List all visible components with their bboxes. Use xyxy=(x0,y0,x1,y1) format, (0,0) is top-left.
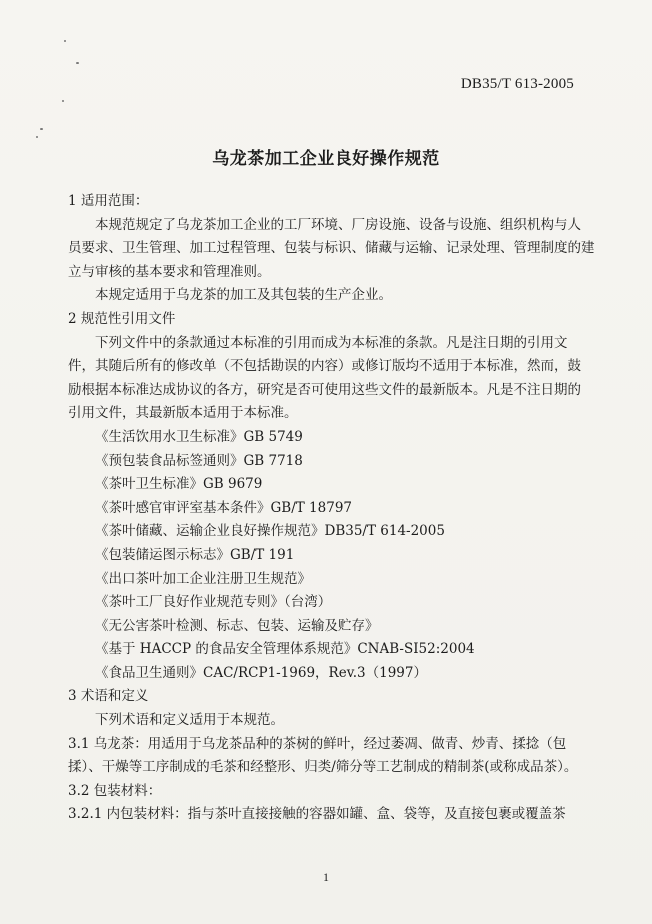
reference-item: 《出口茶叶加工企业注册卫生规范》 xyxy=(95,570,311,587)
reference-item: 《预包装食品标签通则》GB 7718 xyxy=(95,452,303,469)
body-line: 本规范规定了乌龙茶加工企业的工厂环境、厂房设施、设备与设施、组织机构与人 xyxy=(95,216,581,233)
section-heading: 3 术语和定义 xyxy=(68,688,149,705)
body-line: 本规定适用于乌龙茶的加工及其包装的生产企业。 xyxy=(95,287,392,304)
scan-speck xyxy=(76,62,79,64)
reference-item: 《无公害茶叶检测、标志、包装、运输及贮存》 xyxy=(95,617,379,634)
scan-speck xyxy=(40,128,43,130)
body-line: 励根据本标准达成协议的各方，研究是否可使用这些文件的最新版本。凡是不注日期的 xyxy=(68,381,581,398)
scan-speck xyxy=(36,136,38,138)
scan-speck xyxy=(62,100,64,102)
document-body xyxy=(68,190,595,827)
scan-speck xyxy=(64,40,66,42)
body-line: 员要求、卫生管理、加工过程管理、包装与标识、储藏与运输、记录处理、管理制度的建 xyxy=(68,240,595,257)
reference-item: 《食品卫生通则》CAC/RCP1-1969，Rev.3（1997） xyxy=(95,664,427,681)
body-line: 3.2.1 内包装材料：指与茶叶直接接触的容器如罐、盒、袋等，及直接包裹或覆盖茶 xyxy=(68,806,566,823)
body-line: 下列文件中的条款通过本标准的引用而成为本标准的条款。凡是注日期的引用文 xyxy=(95,334,568,351)
reference-item: 《包装储运图示标志》GB/T 191 xyxy=(95,546,295,563)
section-heading: 2 规范性引用文件 xyxy=(68,310,176,327)
body-line: 3.1 乌龙茶：用适用于乌龙茶品种的茶树的鲜叶，经过萎凋、做青、炒青、揉捻（包 xyxy=(68,735,567,752)
body-line: 下列术语和定义适用于本规范。 xyxy=(95,712,284,729)
reference-item: 《基于 HACCP 的食品安全管理体系规范》CNAB-SI52:2004 xyxy=(95,641,475,658)
body-line: 引用文件，其最新版本适用于本标准。 xyxy=(68,405,298,422)
section-heading: 1 适用范围： xyxy=(68,193,149,209)
document-title: 乌龙茶加工企业良好操作规范 xyxy=(212,149,440,169)
page-number: 1 xyxy=(323,870,329,884)
body-line: 3.2 包装材料： xyxy=(68,782,162,799)
reference-item: 《茶叶储藏、运输企业良好操作规范》DB35/T 614-2005 xyxy=(95,523,445,540)
reference-item: 《茶叶感官审评室基本条件》GB/T 18797 xyxy=(95,499,352,516)
body-line: 立与审核的基本要求和管理准则。 xyxy=(68,263,271,280)
body-line: 揉）、干燥等工序制成的毛茶和经整形、归类/筛分等工艺制成的精制茶(或称成品茶）。 xyxy=(68,759,578,776)
reference-item: 《茶叶卫生标准》GB 9679 xyxy=(95,476,263,493)
reference-item: 《茶叶工厂良好作业规范专则》（台湾） xyxy=(95,594,332,611)
body-line: 件，其随后所有的修改单（不包括勘误的内容）或修订版均不适用于本标准，然而，鼓 xyxy=(68,358,581,375)
standard-code: DB35/T 613-2005 xyxy=(460,76,574,92)
reference-item: 《生活饮用水卫生标准》GB 5749 xyxy=(95,428,303,445)
